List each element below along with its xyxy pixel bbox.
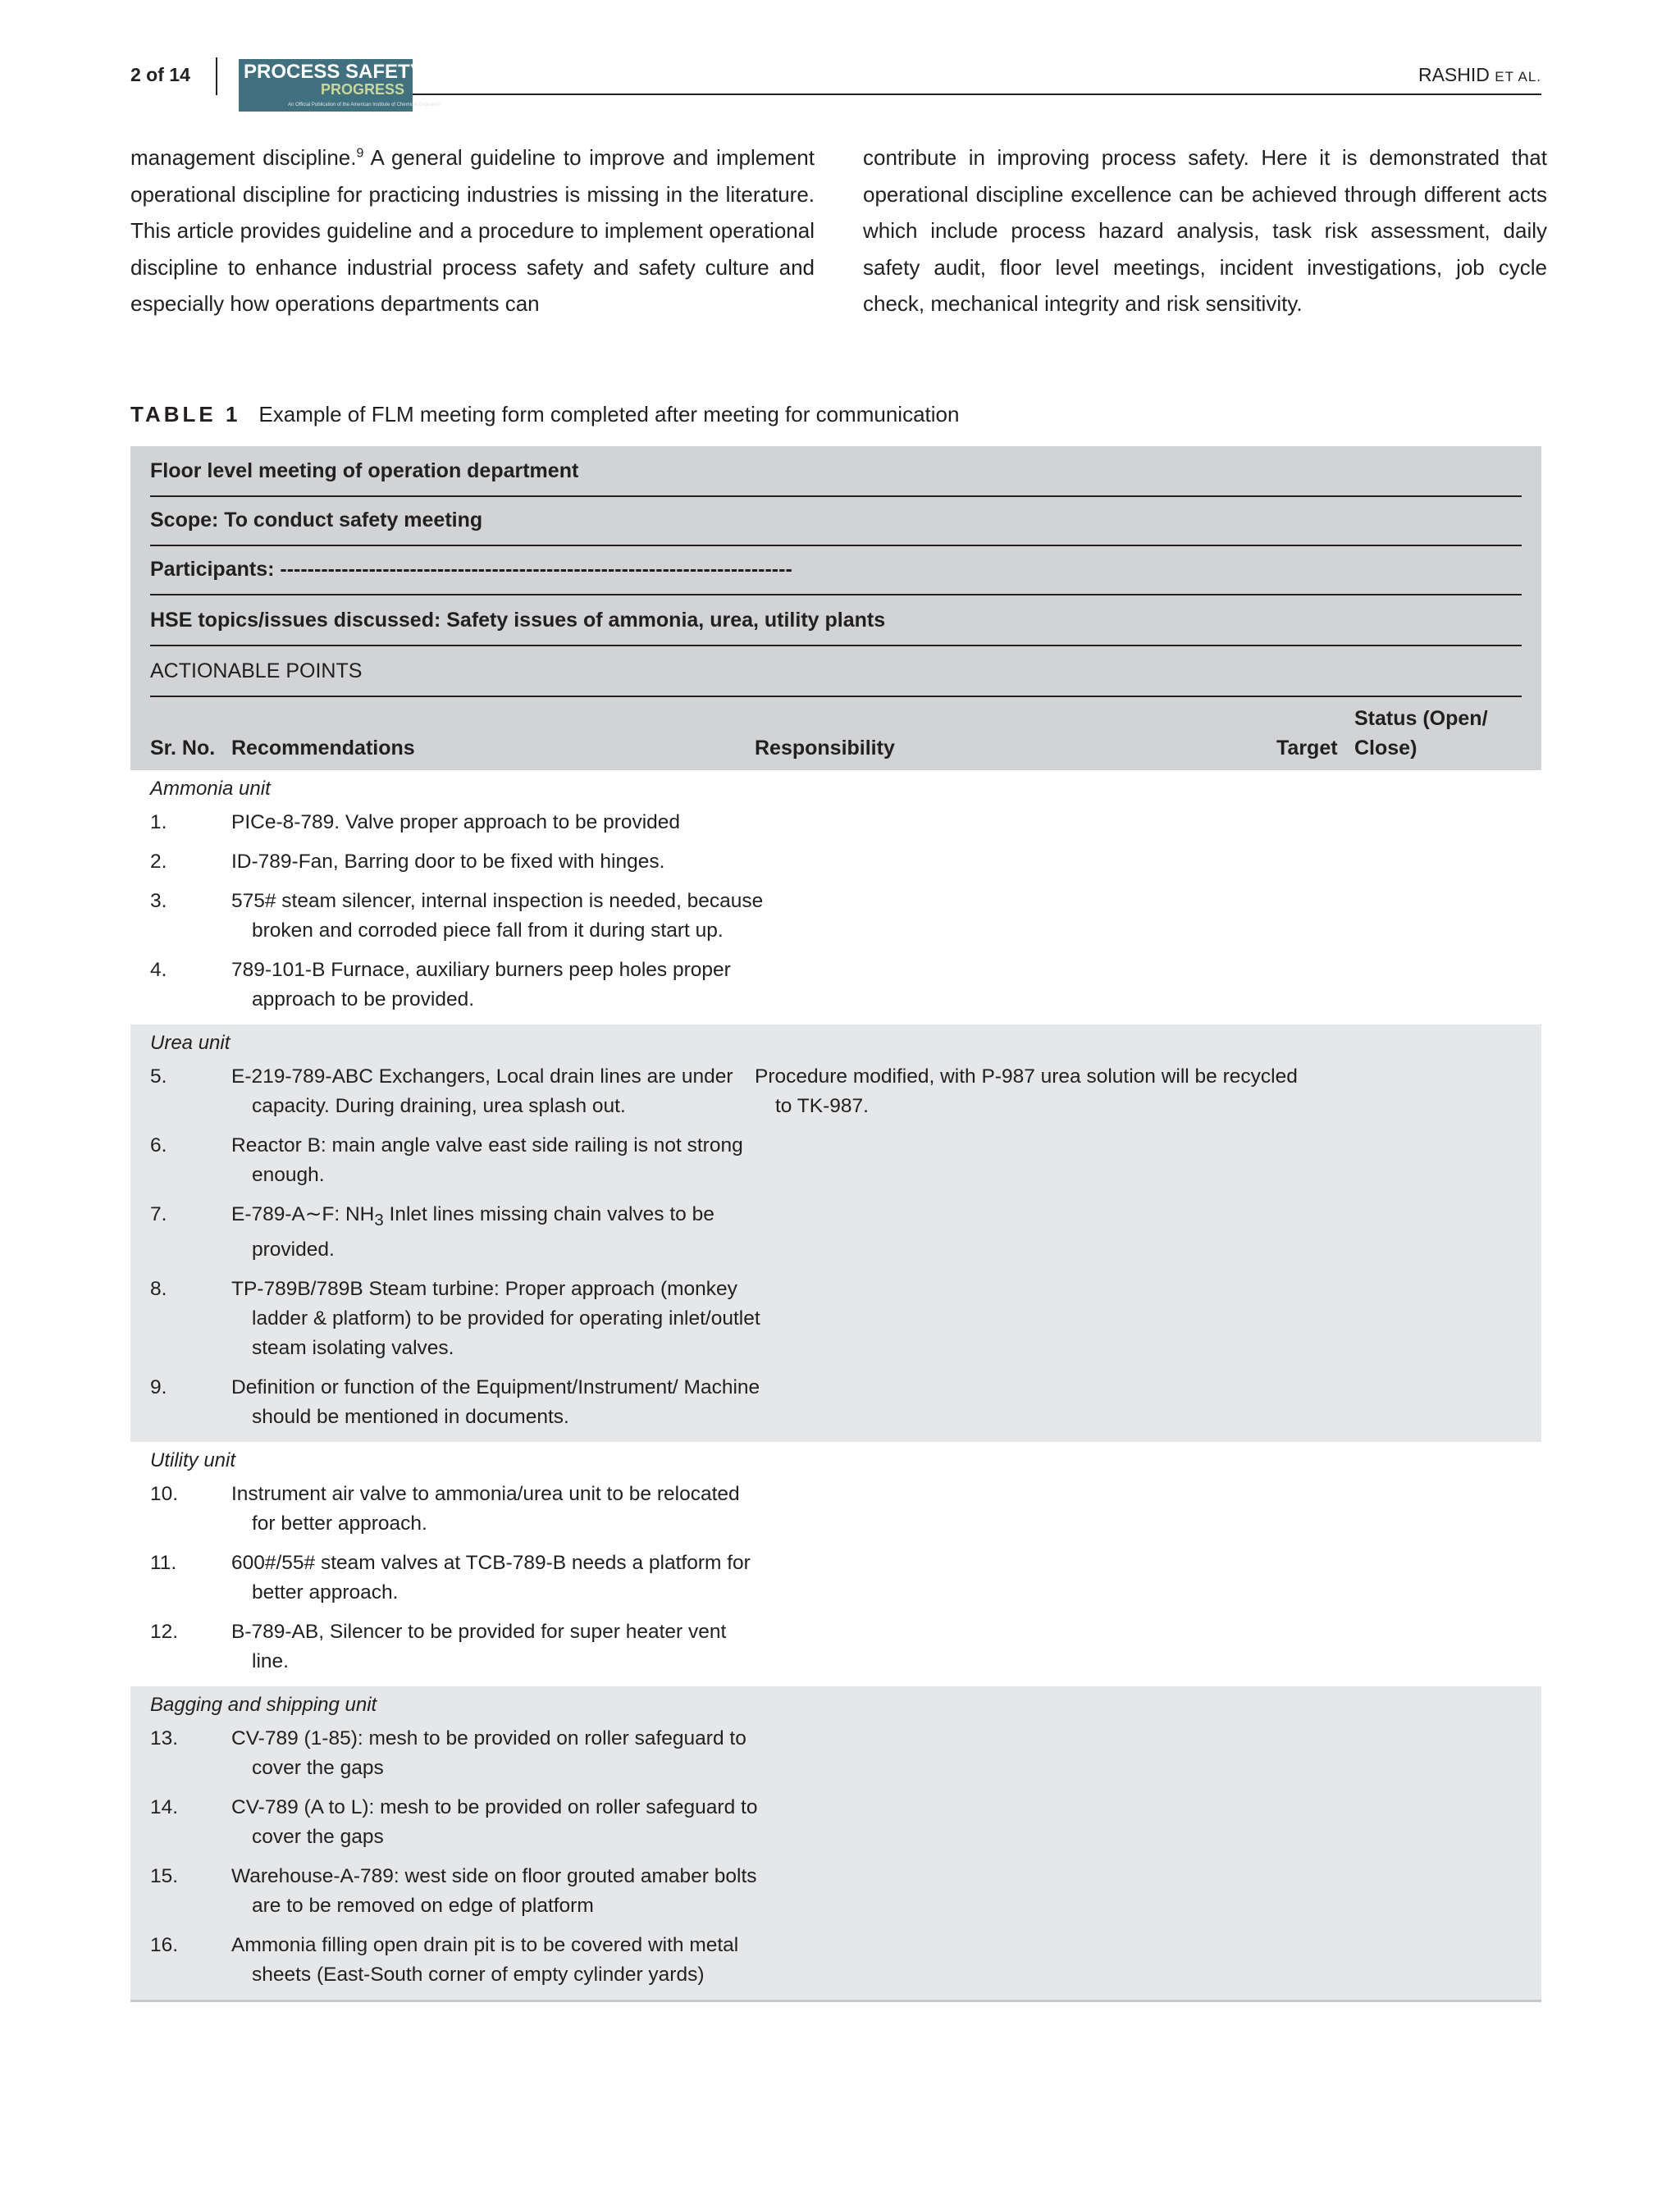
row-number: 1. (150, 811, 167, 833)
citation-superscript: 9 (356, 146, 364, 161)
table-row (130, 1373, 1541, 1442)
journal-logo (239, 59, 441, 112)
page-number: 2 of 14 (130, 64, 190, 85)
row-recommendation: Warehouse-A-789: west side on floor grouted amaber bolts are to be removed on edge of platform (231, 1864, 757, 1917)
row-number: 8. (150, 1277, 167, 1300)
row-recommendation: Instrument air valve to ammonia/urea unit to be relocated for better approach. (231, 1482, 740, 1535)
row-recommendation: 575# steam silencer, internal inspection is needed, because broken and corroded piece fall from it during start up. (231, 890, 764, 942)
section-urea-unit (130, 1024, 1541, 1442)
table-row (130, 956, 1541, 1024)
table-row (130, 847, 1541, 887)
row-number: 13. (150, 1727, 179, 1750)
table-row (130, 1062, 1541, 1131)
column-header-status-line-1: Status (Open/ (1354, 707, 1488, 730)
table-row (130, 1862, 1541, 1931)
row-number: 2. (150, 851, 167, 873)
subscript-3: 3 (374, 1211, 384, 1229)
rec-text-a: E-789-A∼F: NH (231, 1203, 375, 1225)
form-row-actionable-points: ACTIONABLE POINTS (150, 648, 1522, 697)
form-row-title: Floor level meeting of operation department (150, 446, 1522, 497)
logo-line-2: PROGRESS (320, 81, 404, 98)
running-head (1418, 64, 1541, 86)
row-number: 7. (150, 1203, 167, 1225)
body-text-right-column: contribute in improving process safety. Here it is demonstrated that operational discipline excellence can be achieved through different acts which include process hazard analysis, task risk assessment, daily safety audit, floor level meetings, incident investigations, job cycle check, mechanical integrity and risk sensitivity. (863, 145, 1547, 316)
row-recommendation: 789-101-B Furnace, auxiliary burners peep holes proper approach to be provided. (231, 959, 731, 1010)
unit-label: Ammonia unit (150, 778, 271, 800)
table-form-header (130, 446, 1541, 770)
row-recommendation: E-219-789-ABC Exchangers, Local drain lines are under capacity. During draining, urea splash out. (231, 1065, 733, 1117)
table-row (130, 1480, 1541, 1549)
row-recommendation (231, 1200, 765, 1265)
row-recommendation: ID-789-Fan, Barring door to be fixed with hinges. (231, 851, 665, 873)
section-ammonia-unit (130, 770, 1541, 1024)
row-number: 12. (150, 1620, 179, 1643)
row-number: 15. (150, 1864, 179, 1887)
table-row (130, 887, 1541, 956)
column-header-status-line-2: Close) (1354, 737, 1418, 760)
row-recommendation: TP-789B/789B Steam turbine: Proper approach (monkey ladder & platform) to be provided for operating inlet/outlet steam isolating valves. (231, 1277, 760, 1359)
form-row-hse-topics: HSE topics/issues discussed: Safety issues of ammonia, urea, utility plants (150, 597, 1522, 646)
row-recommendation: Definition or function of the Equipment/Instrument/ Machine should be mentioned in documents. (231, 1375, 760, 1428)
table-row (130, 1275, 1541, 1373)
table-row (130, 1549, 1541, 1617)
column-header-recommendations: Recommendations (231, 737, 415, 760)
section-bagging-shipping-unit (130, 1686, 1541, 2000)
column-header-responsibility: Responsibility (755, 737, 895, 760)
row-recommendation: PICe-8-789. Valve proper approach to be provided (231, 811, 681, 833)
unit-label: Utility unit (150, 1448, 236, 1471)
table-row (130, 1617, 1541, 1686)
table-row (130, 1131, 1541, 1200)
row-recommendation: B-789-AB, Silencer to be provided for super heater vent line. (231, 1620, 727, 1672)
table-caption-text: Example of FLM meeting form completed after meeting for communication (258, 402, 960, 427)
table-caption (130, 402, 959, 427)
left-text-a: management discipline. (130, 145, 357, 170)
row-number: 16. (150, 1933, 179, 1956)
row-number: 9. (150, 1375, 167, 1398)
row-recommendation: Reactor B: main angle valve east side railing is not strong enough. (231, 1134, 743, 1186)
header-rule (413, 94, 1541, 95)
unit-label: Bagging and shipping unit (150, 1693, 377, 1716)
logo-tagline: An Official Publication of the American Institute of Chemical Engineers (288, 103, 441, 107)
row-responsibility: Procedure modified, with P-987 urea solution will be recycled to TK-987. (755, 1065, 1298, 1117)
table-bottom-rule (130, 2000, 1541, 2002)
left-text-b: A general guideline to improve and implement operational discipline for practicing industries is missing in the literature. This article provides guideline and a procedure to implement operational discipline to enhance industrial process safety and safety culture and especially how operations departments can (130, 145, 815, 316)
column-header-target: Target (1276, 737, 1338, 760)
form-row-participants: Participants: --------------------------------------------------------------------------- (150, 546, 1522, 595)
rec-text-b: Inlet lines missing chain valves to be provided. (252, 1203, 714, 1261)
row-number: 4. (150, 959, 167, 981)
logo-line-1: PROCESS SAFETY (244, 61, 423, 83)
flm-meeting-table (130, 446, 1541, 2002)
table-caption-label: TABLE 1 (130, 402, 241, 427)
row-number: 14. (150, 1795, 179, 1818)
table-row (130, 1200, 1541, 1275)
row-number: 3. (150, 890, 167, 912)
table-row (130, 1793, 1541, 1862)
column-header-status (1354, 704, 1488, 763)
body-text-left-column (130, 139, 815, 322)
row-recommendation: CV-789 (1-85): mesh to be provided on roller safeguard to cover the gaps (231, 1727, 746, 1779)
table-row (130, 808, 1541, 847)
row-number: 5. (150, 1065, 167, 1088)
running-head-et-al: ET AL. (1495, 69, 1541, 84)
form-row-scope: Scope: To conduct safety meeting (150, 497, 1522, 546)
row-recommendation: Ammonia filling open drain pit is to be covered with metal sheets (East-South corner of empty cylinder yards) (231, 1933, 739, 1986)
row-number: 6. (150, 1134, 167, 1156)
running-head-author: RASHID (1418, 64, 1490, 85)
table-row (130, 1931, 1541, 2000)
row-number: 11. (150, 1551, 177, 1574)
page-header (130, 57, 1541, 107)
unit-label: Urea unit (150, 1032, 231, 1054)
section-utility-unit (130, 1442, 1541, 1686)
row-recommendation: CV-789 (A to L): mesh to be provided on roller safeguard to cover the gaps (231, 1795, 758, 1848)
table-row (130, 1724, 1541, 1793)
column-header-srno: Sr. No. (150, 737, 216, 760)
row-number: 10. (150, 1482, 179, 1505)
row-recommendation: 600#/55# steam valves at TCB-789-B needs a platform for better approach. (231, 1551, 751, 1604)
header-divider (216, 57, 217, 95)
